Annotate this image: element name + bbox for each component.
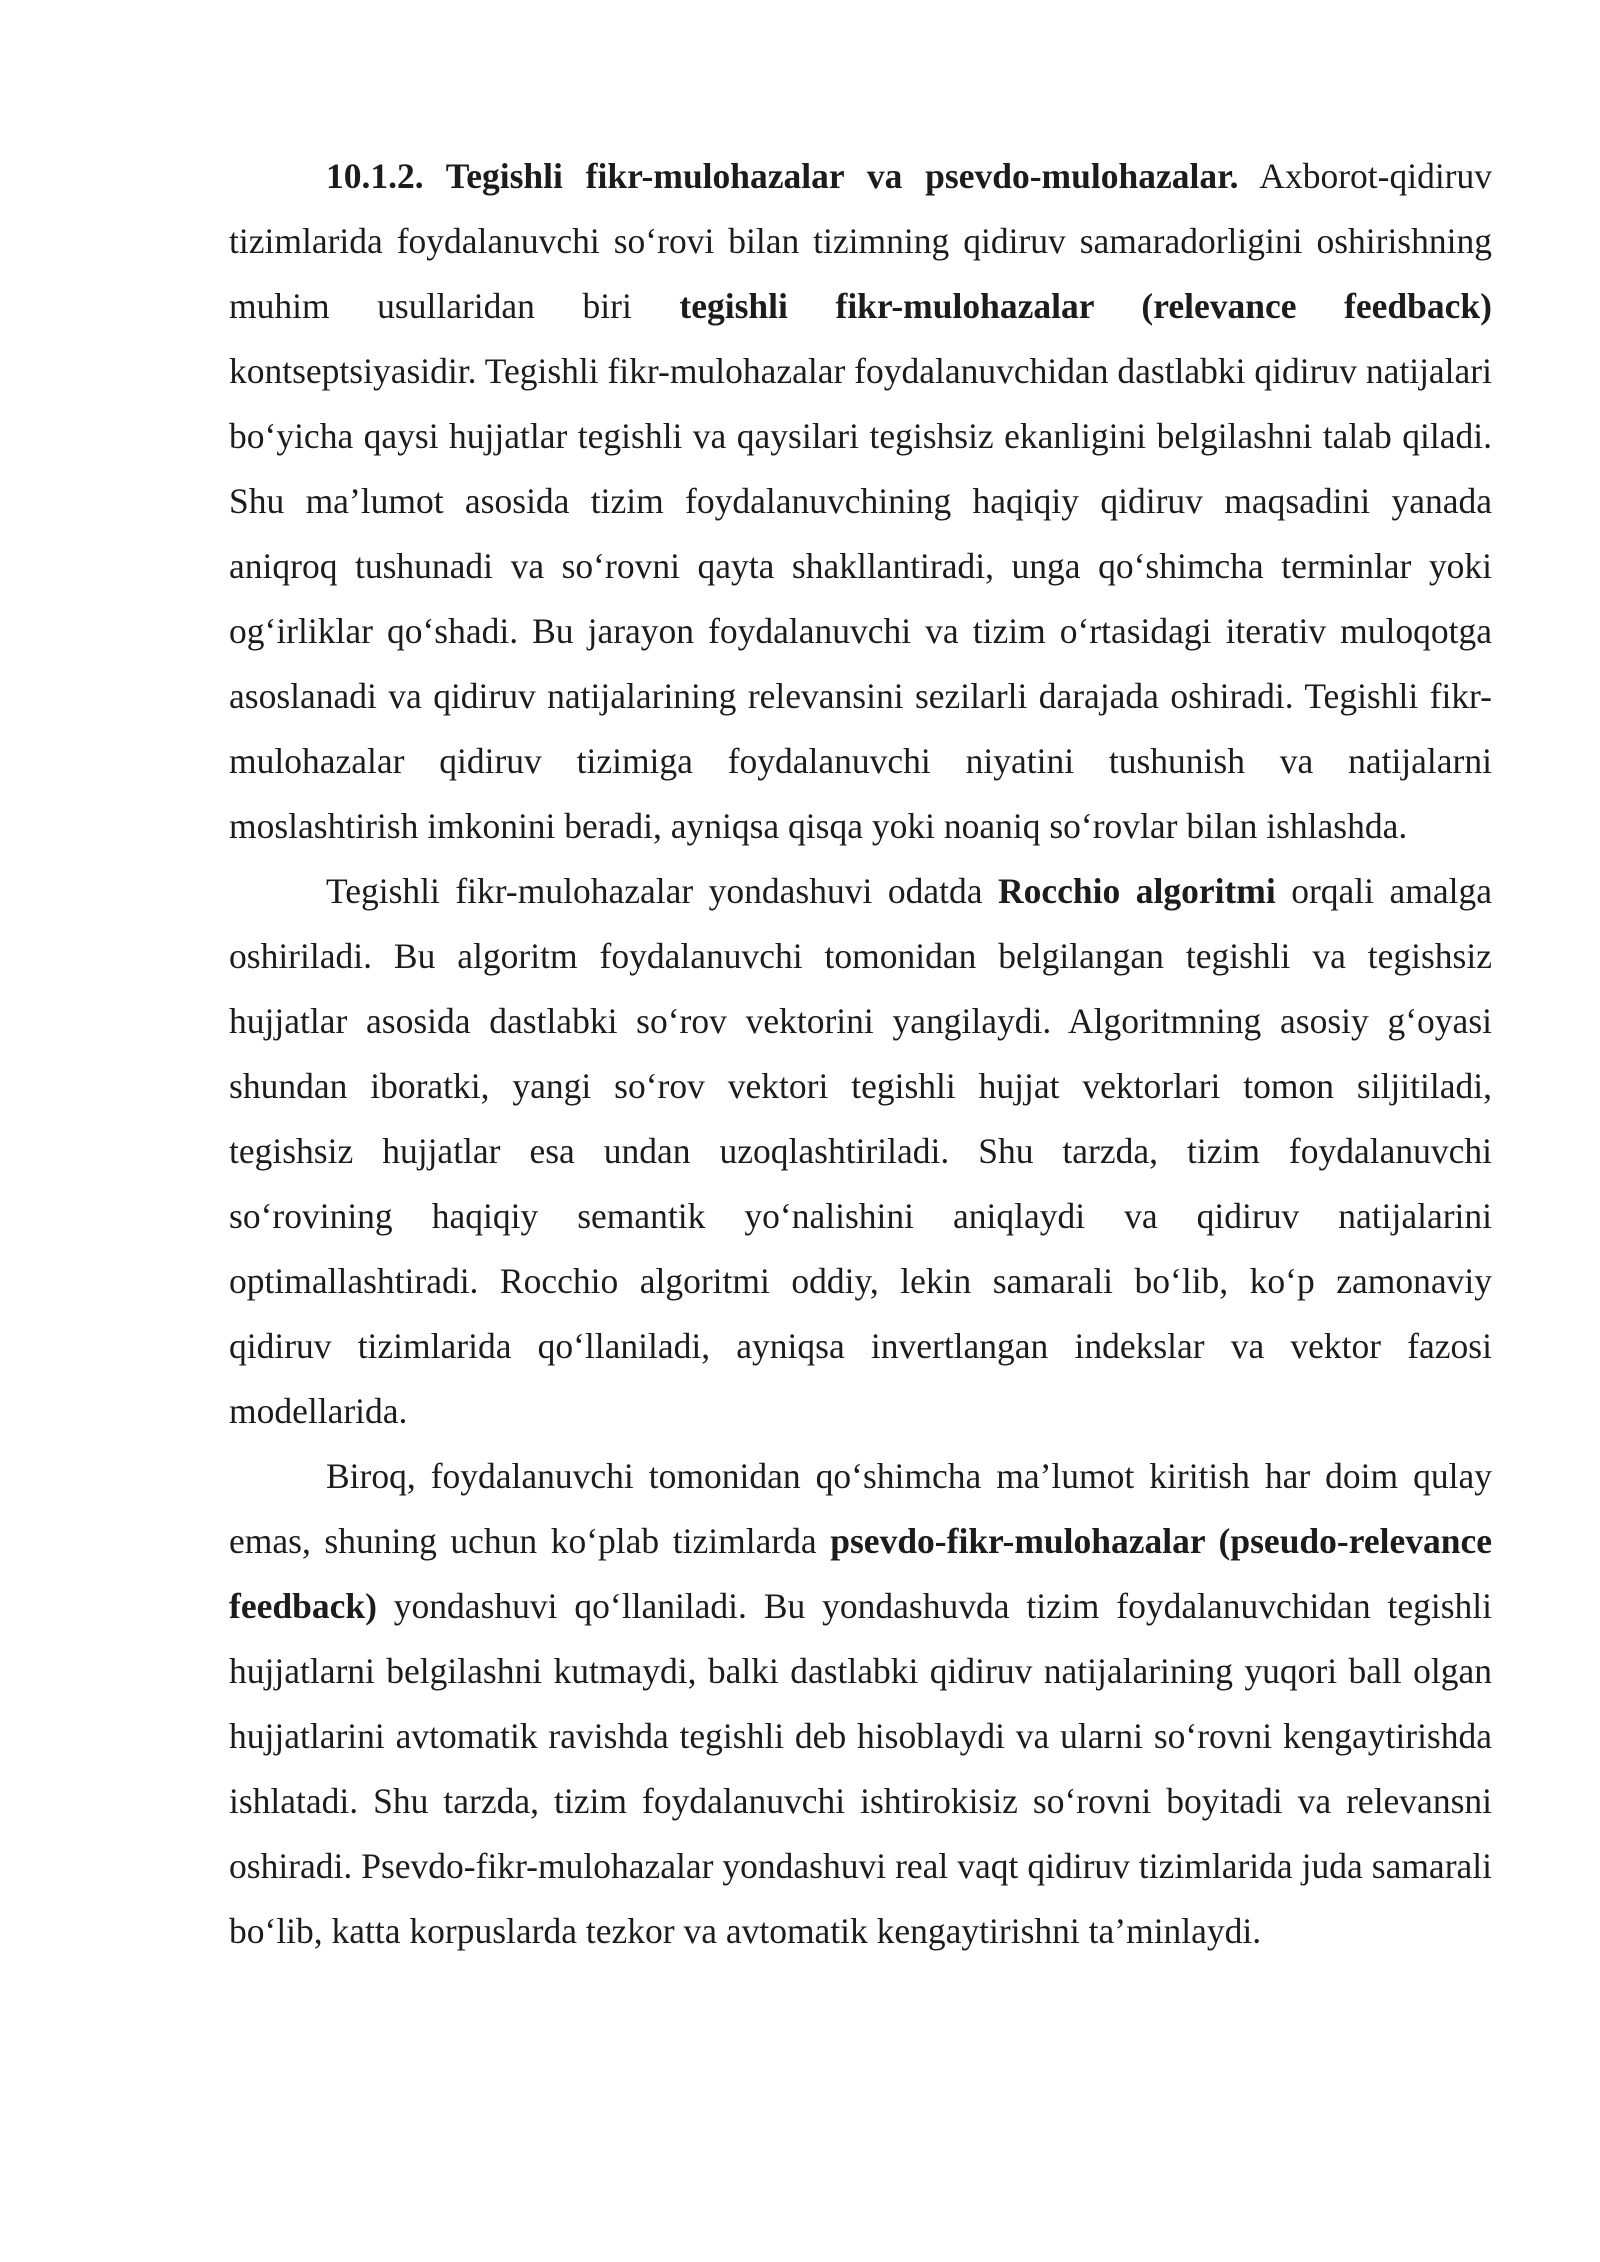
paragraph-rocchio [229, 859, 1492, 1444]
section-heading: 10.1.2. Tegishli fikr-mulohazalar va psevdo-mulohazalar. [326, 156, 1239, 196]
paragraph-text: kontseptsiyasidir. Tegishli fikr-mulohazalar foydalanuvchidan dastlabki qidiruv natijalari bo‘yicha qaysi hujjatlar tegishli va qaysilari tegishsiz ekanligini belgilashni talab qiladi. Shu ma’lumot asosida tizim foydalanuvchining haqiqiy qidiruv maqsadini yanada aniqroq tushunadi va so‘rovni qayta shakllantiradi, unga qo‘shimcha terminlar yoki og‘irliklar qo‘shadi. Bu jarayon foydalanuvchi va tizim o‘rtasidagi iterativ muloqotga asoslanadi va qidiruv natijalarining relevansini sezilarli darajada oshiradi. Tegishli fikr-mulohazalar qidiruv tizimiga foydalanuvchi niyatini tushunish va natijalarni moslashtirish imkonini beradi, ayniqsa qisqa yoki noaniq so‘rovlar bilan ishlashda. [229, 351, 1492, 846]
paragraph-text: Biroq, foydalanuvchi tomonidan qo‘shimcha ma’lumot kiritish har doim qulay emas, shuning uchun ko‘plab tizimlarda [229, 1456, 1492, 1561]
paragraph-pseudo-relevance [229, 1444, 1492, 1964]
paragraph-text: yondashuvi qo‘llaniladi. Bu yondashuvda tizim foydalanuvchidan tegishli hujjatlarni belgilashni kutmaydi, balki dastlabki qidiruv natijalarining yuqori ball olgan hujjatlarini avtomatik ravishda tegishli deb hisoblaydi va ularni so‘rovni kengaytirishda ishlatadi. Shu tarzda, tizim foydalanuvchi ishtirokisiz so‘rovni boyitadi va relevansni oshiradi. Psevdo-fikr-mulohazalar yondashuvi real vaqt qidiruv tizimlarida juda samarali bo‘lib, katta korpuslarda tezkor va avtomatik kengaytirishni ta’minlaydi. [229, 1586, 1492, 1951]
document-page [229, 144, 1492, 1964]
bold-term: Rocchio algoritmi [997, 871, 1276, 911]
paragraph-relevance-feedback [229, 144, 1492, 859]
bold-term: psevdo-fikr-mulohazalar (pseudo-relevance feedback) [229, 1521, 1492, 1626]
paragraph-text: Axborot-qidiruv tizimlarida foydalanuvchi so‘rovi bilan tizimning qidiruv samaradorligini oshirishning muhim usullaridan biri [229, 156, 1492, 326]
paragraph-text: orqali amalga oshiriladi. Bu algoritm foydalanuvchi tomonidan belgilangan tegishli va tegishsiz hujjatlar asosida dastlabki so‘rov vektorini yangilaydi. Algoritmning asosiy g‘oyasi shundan iboratki, yangi so‘rov vektori tegishli hujjat vektorlari tomon siljitiladi, tegishsiz hujjatlar esa undan uzoqlashtiriladi. Shu tarzda, tizim foydalanuvchi so‘rovining haqiqiy semantik yo‘nalishini aniqlaydi va qidiruv natijalarini optimallashtiradi. Rocchio algoritmi oddiy, lekin samarali bo‘lib, ko‘p zamonaviy qidiruv tizimlarida qo‘llaniladi, ayniqsa invertlangan indekslar va vektor fazosi modellarida. [229, 871, 1493, 1431]
paragraph-text: Tegishli fikr-mulohazalar yondashuvi odatda [326, 871, 998, 911]
bold-term: tegishli fikr-mulohazalar (relevance feedback) [679, 286, 1492, 326]
